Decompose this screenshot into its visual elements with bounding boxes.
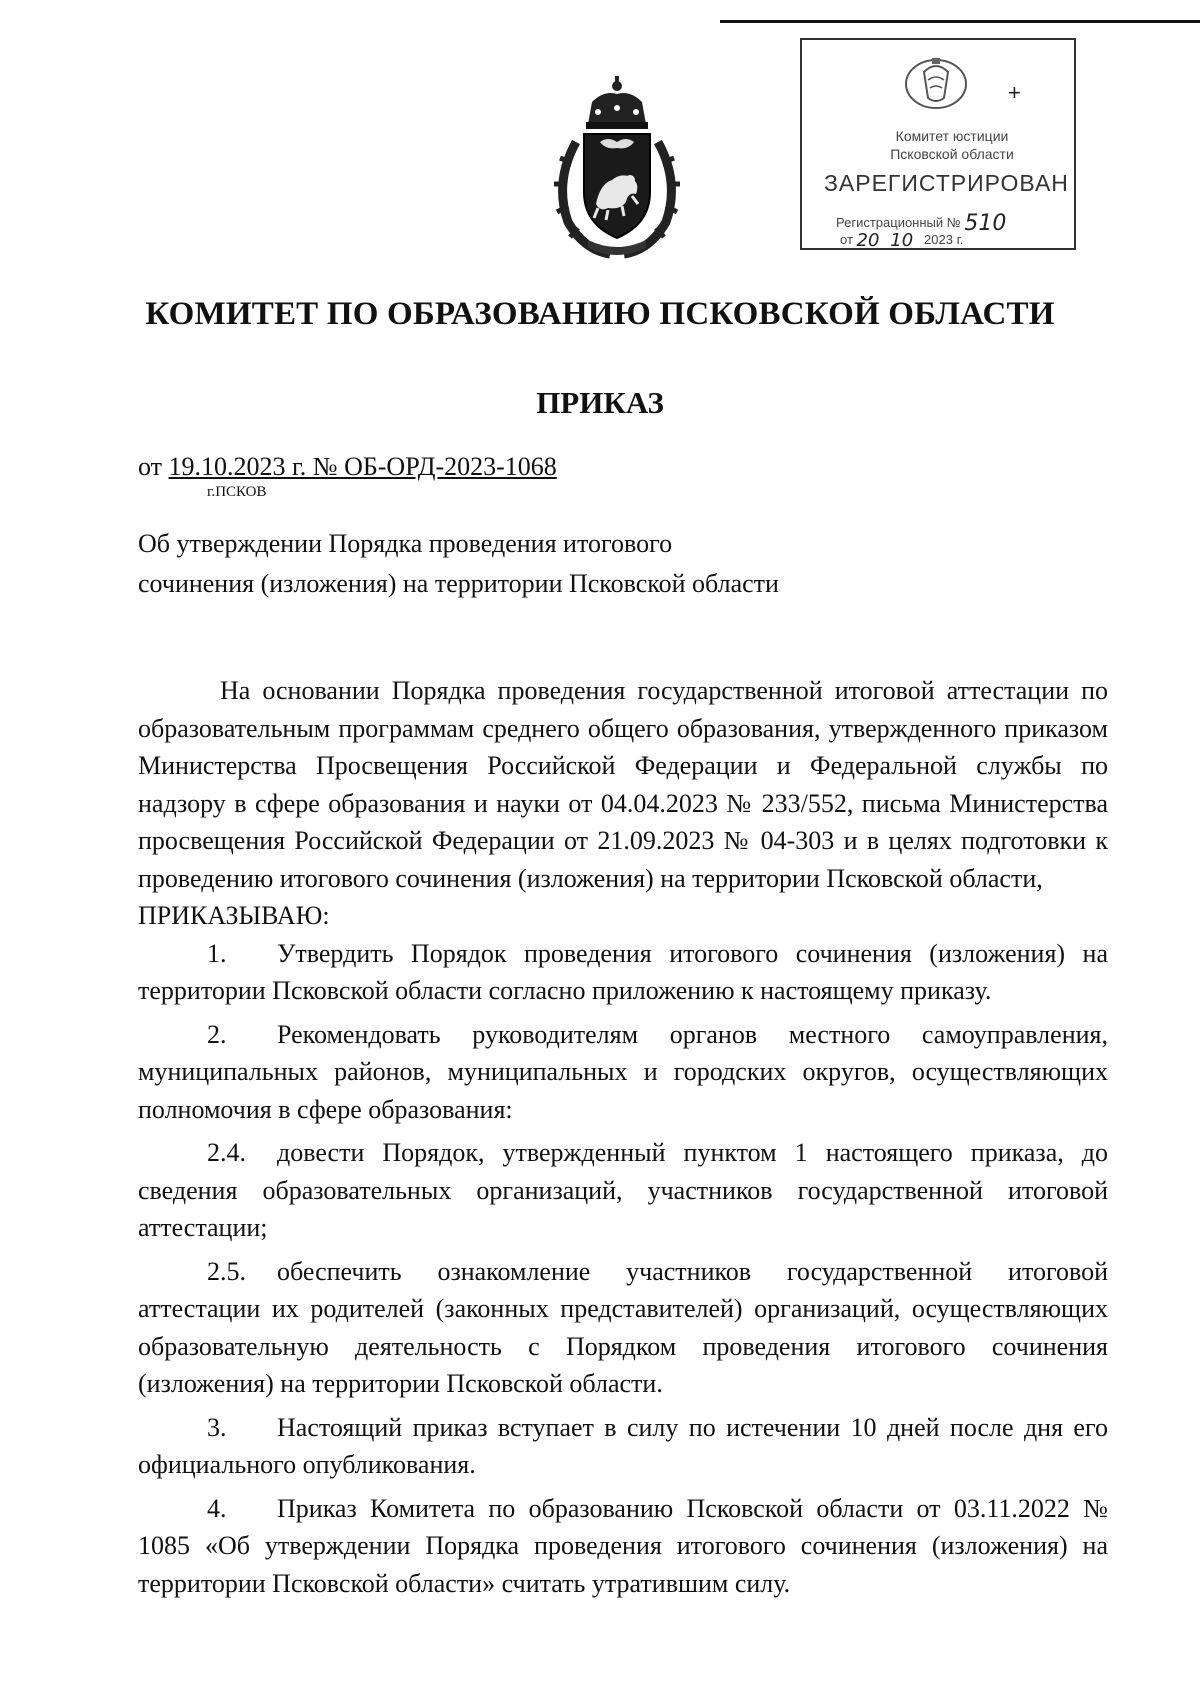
order-item-text: довести Порядок, утвержденный пунктом 1 настоящего приказа, до сведения образовательных организаций, участников государственной итоговой аттестации; [138, 1138, 1108, 1242]
date-and-number: 19.10.2023 г. № ОБ-ОРД-2023-1068 [168, 452, 557, 481]
order-item-number: 4. [207, 1493, 227, 1523]
order-word: ПРИКАЗЫВАЮ: [138, 901, 330, 930]
document-date-number [138, 452, 557, 482]
stamp-org-line2: Псковской области [890, 146, 1014, 162]
order-item [138, 1490, 1108, 1603]
stamp-reg-label: Регистрационный № [836, 215, 961, 230]
subject-line-1: Об утверждении Порядка проведения итогового [138, 529, 673, 558]
document-city: г.ПСКОВ [207, 484, 267, 500]
scan-top-line [720, 20, 1200, 23]
item-spacer [138, 1602, 1108, 1608]
stamp-mark: + [1008, 80, 1021, 105]
stamp-reg-value: 510 [964, 211, 1007, 236]
organization-title: КОМИТЕТ ПО ОБРАЗОВАНИЮ ПСКОВСКОЙ ОБЛАСТИ [145, 296, 1055, 332]
order-item-number: 2. [207, 1019, 227, 1049]
order-item [138, 1134, 1108, 1247]
coat-of-arms-icon [548, 72, 686, 262]
stamp-org-line1: Комитет юстиции [895, 128, 1009, 144]
order-item-text: Настоящий приказ вступает в силу по истечении 10 дней после дня его официального опубликования. [138, 1412, 1108, 1479]
preamble-paragraph: На основании Порядка проведения государственной итоговой аттестации по образовательным программам среднего общего образования, утвержденного приказом Министерства Просвещения Российской Федерации и Федеральной службы по надзору в сфере образования и науки от 04.04.2023 № 233/552, письма Министерства просвещения Российской Федерации от 21.09.2023 № 04-303 и в целях подготовки к проведению итогового сочинения (изложения) на территории Псковской области, [138, 676, 1108, 893]
ministry-seal-icon [898, 54, 974, 110]
document-body [138, 672, 1108, 1608]
order-item-number: 2.4. [207, 1138, 246, 1167]
order-item [138, 1016, 1108, 1129]
document-type: ПРИКАЗ [536, 385, 664, 420]
stamp-date-year: 2023 г. [924, 232, 964, 247]
stamp-date-month: 10 [890, 230, 914, 251]
document-subject [138, 524, 898, 604]
order-item [138, 935, 1108, 1010]
stamp-date-day: 20 [856, 230, 880, 251]
stamp-status: ЗАРЕГИСТРИРОВАН [824, 170, 1069, 196]
order-item-text: Приказ Комитета по образованию Псковской области от 03.11.2022 № 1085 «Об утверждении Порядка проведения итогового сочинения (изложения) на территории Псковской области» считать утратившим силу. [138, 1493, 1108, 1598]
order-item-text: Утвердить Порядок проведения итогового сочинения (изложения) на территории Псковской области согласно приложению к настоящему приказу. [138, 938, 1108, 1005]
date-prefix: от [138, 452, 169, 481]
order-item-text: обеспечить ознакомление участников государственной итоговой аттестации их родителей (законных представителей) организаций, осуществляющих образовательную деятельность с Порядком проведения итогового сочинения (изложения) на территории Псковской области. [138, 1256, 1108, 1398]
stamp-date-prefix: от [840, 232, 853, 247]
order-item-number: 3. [207, 1412, 227, 1442]
order-item [138, 1409, 1108, 1484]
order-item-text: Рекомендовать руководителям органов местного самоуправления, муниципальных районов, муниципальных и городских округов, осуществляющих полномочия в сфере образования: [138, 1019, 1108, 1124]
order-item-number: 1. [207, 938, 227, 968]
order-item-number: 2.5. [207, 1256, 246, 1286]
subject-line-2: сочинения (изложения) на территории Псковской области [138, 569, 779, 598]
registration-stamp [800, 38, 1076, 250]
order-items-list [138, 935, 1108, 1609]
order-item [138, 1253, 1108, 1403]
stamp-reg-date [840, 228, 963, 249]
